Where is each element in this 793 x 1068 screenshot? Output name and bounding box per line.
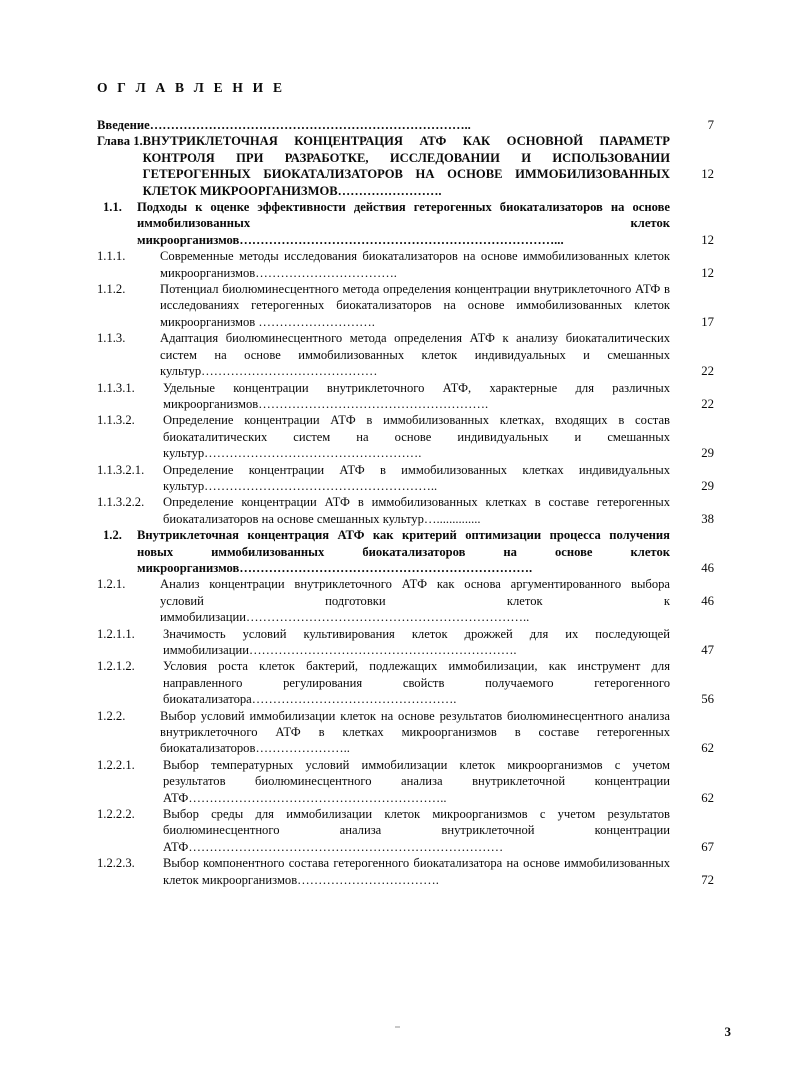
toc-leader-dots: ……………………………………………………………. xyxy=(239,560,533,575)
toc-entry[interactable] xyxy=(97,380,714,413)
toc-entry-number: 1.1.3.1. xyxy=(97,380,135,395)
toc-entry-page-number: 38 xyxy=(701,511,714,526)
toc-leader-dots: ………………………………………………………. xyxy=(248,643,517,657)
toc-entry-text xyxy=(163,412,714,461)
toc-leader-dots: ……………………………………………….. xyxy=(204,478,438,493)
page-title: О Г Л А В Л Е Н И Е xyxy=(97,80,286,95)
toc-entry-text xyxy=(160,330,714,379)
toc-entry[interactable] xyxy=(97,527,714,576)
toc-leader-dots: …………………………………………………………………... xyxy=(239,232,564,247)
toc-entry-label: Внутриклеточная концентрация АТФ как критерий оптимизации процесса получения новых иммобилизованных биокатализаторов на основе клеток микроорганизмов xyxy=(137,528,670,575)
toc-leader-dots: ……………………. xyxy=(337,183,442,198)
toc-entry-number: 1.1.2. xyxy=(97,282,126,297)
toc-entry[interactable] xyxy=(97,199,714,248)
toc-entry-page-number: 12 xyxy=(701,167,714,182)
toc-entry-text xyxy=(163,757,714,806)
toc-entry-page-number: 29 xyxy=(701,446,714,461)
toc-entry[interactable] xyxy=(97,133,714,199)
toc-entry-number: 1.1.1. xyxy=(97,249,126,264)
toc-entry[interactable] xyxy=(97,806,714,855)
toc-entry-label: Потенциал биолюминесцентного метода определения концентрации внутриклеточного АТФ в исследованиях гетерогенных биокатализаторов на основе иммобилизованных клеток микроорганизмов xyxy=(160,282,670,329)
toc-entry-label: Удельные концентрации внутриклеточного АТФ, характерные для различных микроорганизмов xyxy=(163,380,670,411)
toc-entry-text xyxy=(137,527,714,576)
toc-entry-page-number: 62 xyxy=(701,790,714,805)
toc-leader-dots: …………………………………………. xyxy=(251,692,457,707)
toc-entry[interactable] xyxy=(97,708,714,757)
toc-entry-number: 1.2.2.1. xyxy=(97,757,135,772)
toc-entry-page-number: 47 xyxy=(701,642,714,657)
toc-entry-page-number: 62 xyxy=(701,741,714,756)
toc-entry-page-number: 56 xyxy=(701,692,714,707)
toc-entry-number: 1.1. xyxy=(103,200,122,215)
toc-entry-label: Определение концентрации АТФ в иммобилизованных клетках индивидуальных культур xyxy=(163,462,670,493)
toc-entry-page-number: 22 xyxy=(701,396,714,411)
toc-entry[interactable] xyxy=(97,494,714,527)
toc-entry-label: Анализ концентрации внутриклеточного АТФ как основа аргументированного выбора условий подготовки клеток к иммобилизации xyxy=(160,577,670,625)
toc-entry[interactable] xyxy=(97,626,714,659)
toc-leader-dots: ……………………………. xyxy=(255,265,397,280)
toc-entry-text xyxy=(163,806,714,855)
toc-entry-label: Введение xyxy=(97,118,150,132)
toc-entry-page-number: 12 xyxy=(701,265,714,280)
toc-entry-label: Условия роста клеток бактерий, подлежащих иммобилизации, как инструмент для направленного регулирования свойств получаемого гетерогенного биокатализатора xyxy=(163,659,670,707)
toc-list xyxy=(97,117,714,888)
toc-entry[interactable] xyxy=(97,658,714,707)
toc-entry-page-number: 29 xyxy=(701,478,714,493)
toc-entry-label: Определение концентрации АТФ в иммобилизованных клетках, входящих в состав биокаталитических систем на основе индивидуальных и смешанных культур xyxy=(163,413,670,461)
toc-entry-number: 1.2.2.3. xyxy=(97,856,135,871)
toc-entry-label: Выбор температурных условий иммобилизации клеток микроорганизмов с учетом результатов биолюминесцентного анализа внутриклеточной концентрации АТФ xyxy=(163,757,670,805)
toc-entry-label: Адаптация биолюминесцентного метода определения АТФ к анализу биокаталитических систем на основе иммобилизованных клеток индивидуальных и смешанных культур xyxy=(160,331,670,379)
toc-entry-text xyxy=(160,708,714,757)
toc-entry-text xyxy=(160,248,714,281)
toc-entry-text xyxy=(163,494,714,527)
toc-entry-label: ВНУТРИКЛЕТОЧНАЯ КОНЦЕНТРАЦИЯ АТФ КАК ОСНОВНОЙ ПАРАМЕТР КОНТРОЛЯ ПРИ РАЗРАБОТКЕ, ИССЛЕДОВАНИИ И ИСПОЛЬЗОВАНИИ ГЕТЕРОГЕННЫХ БИОКАТАЛИЗАТОРОВ НА ОСНОВЕ ИММОБИЛИЗОВАННЫХ КЛЕТОК МИКРООРГАНИЗМОВ xyxy=(142,134,670,198)
toc-entry-label: Современные методы исследования биокатализаторов на основе иммобилизованных клеток микроорганизмов xyxy=(160,249,670,280)
toc-entry[interactable] xyxy=(97,576,714,625)
toc-entry-page-number: 46 xyxy=(701,560,714,575)
toc-entry[interactable] xyxy=(97,281,714,330)
toc-entry-label: Выбор компонентного состава гетерогенного биокатализатора на основе иммобилизованных клеток микроорганизмов xyxy=(163,856,670,887)
toc-entry-number: 1.2.1.2. xyxy=(97,659,135,674)
toc-entry[interactable] xyxy=(97,412,714,461)
toc-entry-number: 1.2.2.2. xyxy=(97,807,135,822)
toc-entry-number: 1.1.3.2.2. xyxy=(97,495,145,510)
toc-entry-number: 1.1.3. xyxy=(97,331,126,346)
toc-entry[interactable] xyxy=(97,855,714,888)
toc-leader-dots: ….............. xyxy=(423,511,481,526)
toc-entry-number: 1.2.2. xyxy=(97,708,126,723)
toc-entry-text xyxy=(163,462,714,495)
toc-entry-number: 1.2. xyxy=(103,528,122,543)
toc-entry-text xyxy=(143,133,714,199)
toc-leader-dots: ……………………………………………. xyxy=(204,446,422,461)
toc-leader-dots: ………………………………………………………………….. xyxy=(149,118,471,132)
toc-entry-text xyxy=(137,199,714,248)
toc-content xyxy=(97,80,714,888)
toc-entry-text xyxy=(163,626,714,659)
toc-entry-page-number: 67 xyxy=(701,839,714,854)
toc-entry[interactable] xyxy=(97,757,714,806)
page-center-mark xyxy=(395,1026,400,1028)
toc-leader-dots: …………………………………………………….. xyxy=(188,790,447,805)
toc-leader-dots: …………………………………… xyxy=(201,364,378,379)
toc-entry-text xyxy=(163,380,714,413)
toc-entry-text xyxy=(160,576,714,625)
toc-leader-dots: ……………………………. xyxy=(297,872,439,887)
toc-entry[interactable] xyxy=(97,248,714,281)
toc-entry-text xyxy=(163,855,714,888)
toc-entry[interactable] xyxy=(97,117,714,133)
toc-entry-text xyxy=(163,658,714,707)
toc-entry-number: 1.1.3.2. xyxy=(97,413,135,428)
toc-entry-label: Значимость условий культивирования клеток дрожжей для их последующей иммобилизации xyxy=(163,626,670,657)
toc-entry-label: Выбор среды для иммобилизации клеток микроорганизмов с учетом результатов биолюминесцентного анализа внутриклеточной концентрации АТФ xyxy=(163,807,670,854)
toc-entry-number: 1.2.1.1. xyxy=(97,626,135,641)
toc-entry-number: 1.1.3.2.1. xyxy=(97,462,145,477)
toc-leader-dots: ………………………………………………………………… xyxy=(188,839,504,854)
toc-entry-page-number: 72 xyxy=(701,872,714,887)
toc-entry-label: Определение концентрации АТФ в иммобилизованных клетках в составе гетерогенных биокатализаторов на основе смешанных культур xyxy=(163,495,670,526)
toc-entry-text xyxy=(97,117,714,133)
toc-entry-page-number: 46 xyxy=(701,593,714,608)
toc-leader-dots: ………………………………………………. xyxy=(258,396,489,411)
toc-entry-page-number: 22 xyxy=(701,364,714,379)
toc-entry-page-number: 12 xyxy=(701,232,714,247)
toc-entry-label: Выбор условий иммобилизации клеток на основе результатов биолюминесцентного анализа внутриклеточного АТФ в клетках микроорганизмов в составе гетерогенных биокатализаторов xyxy=(160,708,670,756)
toc-entry-number: 1.2.1. xyxy=(97,577,126,592)
toc-entry-label: Подходы к оценке эффективности действия гетерогенных биокатализаторов на основе иммобилизованных клеток микроорганизмов xyxy=(137,200,670,247)
toc-leader-dots: ………………………. xyxy=(255,314,375,329)
toc-entry-text xyxy=(160,281,714,330)
toc-leader-dots: ………………….. xyxy=(255,741,350,756)
footer-page-number: 3 xyxy=(724,1024,731,1039)
toc-entry[interactable] xyxy=(97,330,714,379)
toc-entry-number: Глава 1. xyxy=(97,134,143,149)
toc-entry[interactable] xyxy=(97,462,714,495)
toc-entry-page-number: 17 xyxy=(701,314,714,329)
toc-entry-page-number: 7 xyxy=(707,118,714,132)
toc-leader-dots: ………………………………………………………….. xyxy=(245,610,530,625)
